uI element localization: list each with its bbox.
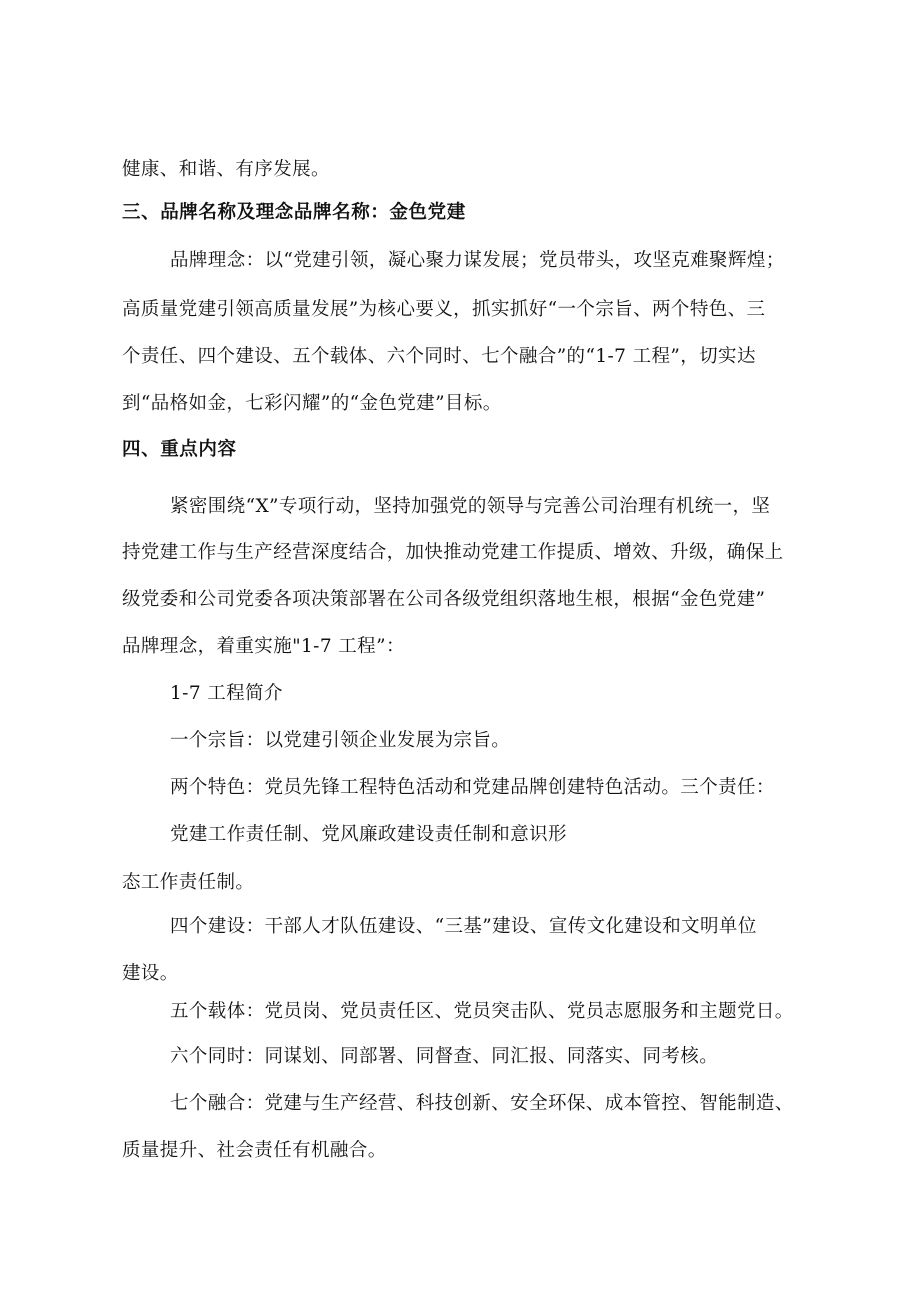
paragraph-line: 级党委和公司党委各项决策部署在公司各级党组织落地生根，根据“金色党建” bbox=[122, 589, 766, 610]
paragraph-line: 建设。 bbox=[122, 963, 179, 984]
paragraph-line: 持党建工作与生产经营深度结合，加快推动党建工作提质、增效、升级，确保上 bbox=[122, 542, 784, 563]
paragraph-line: 态工作责任制。 bbox=[122, 872, 255, 893]
paragraph-line: 到“品格如金，七彩闪耀”的“金色党建”目标。 bbox=[122, 393, 502, 414]
subheading-line: 1-7 工程简介 bbox=[170, 683, 283, 704]
paragraph-line: 质量提升、社会责任有机融合。 bbox=[122, 1140, 387, 1161]
paragraph-line: 四个建设：干部人才队伍建设、“三基”建设、宣传文化建设和文明单位 bbox=[170, 916, 757, 937]
paragraph-line: 个责任、四个建设、五个载体、六个同时、七个融合”的“1-7 工程”，切实达 bbox=[122, 346, 756, 367]
paragraph-line: 品牌理念，着重实施"1-7 工程”： bbox=[122, 636, 405, 657]
paragraph-line: 党建工作责任制、党风廉政建设责任制和意识形 bbox=[170, 824, 567, 845]
section-heading-key-content: 四、重点内容 bbox=[122, 439, 237, 460]
paragraph-line: 一个宗旨：以党建引领企业发展为宗旨。 bbox=[170, 730, 511, 751]
paragraph-line: 健康、和谐、有序发展。 bbox=[122, 159, 330, 180]
paragraph-line: 品牌理念：以“党建引领，凝心聚力谋发展；党员带头，攻坚克难聚辉煌； bbox=[170, 250, 785, 271]
paragraph-line: 七个融合：党建与生产经营、科技创新、安全环保、成本管控、智能制造、 bbox=[170, 1093, 794, 1114]
paragraph-line: 高质量党建引领高质量发展”为核心要义，抓实抓好“一个宗旨、两个特色、三 bbox=[122, 299, 766, 320]
paragraph-line: 紧密围绕“X”专项行动，坚持加强党的领导与完善公司治理有机统一，坚 bbox=[170, 496, 771, 517]
section-heading-brand: 三、品牌名称及理念品牌名称：金色党建 bbox=[122, 202, 466, 223]
paragraph-line: 六个同时：同谋划、同部署、同督查、同汇报、同落实、同考核。 bbox=[170, 1046, 719, 1067]
paragraph-line: 五个载体：党员岗、党员责任区、党员突击队、党员志愿服务和主题党日。 bbox=[170, 1001, 794, 1022]
paragraph-line: 两个特色：党员先锋工程特色活动和党建品牌创建特色活动。三个责任： bbox=[170, 777, 775, 798]
